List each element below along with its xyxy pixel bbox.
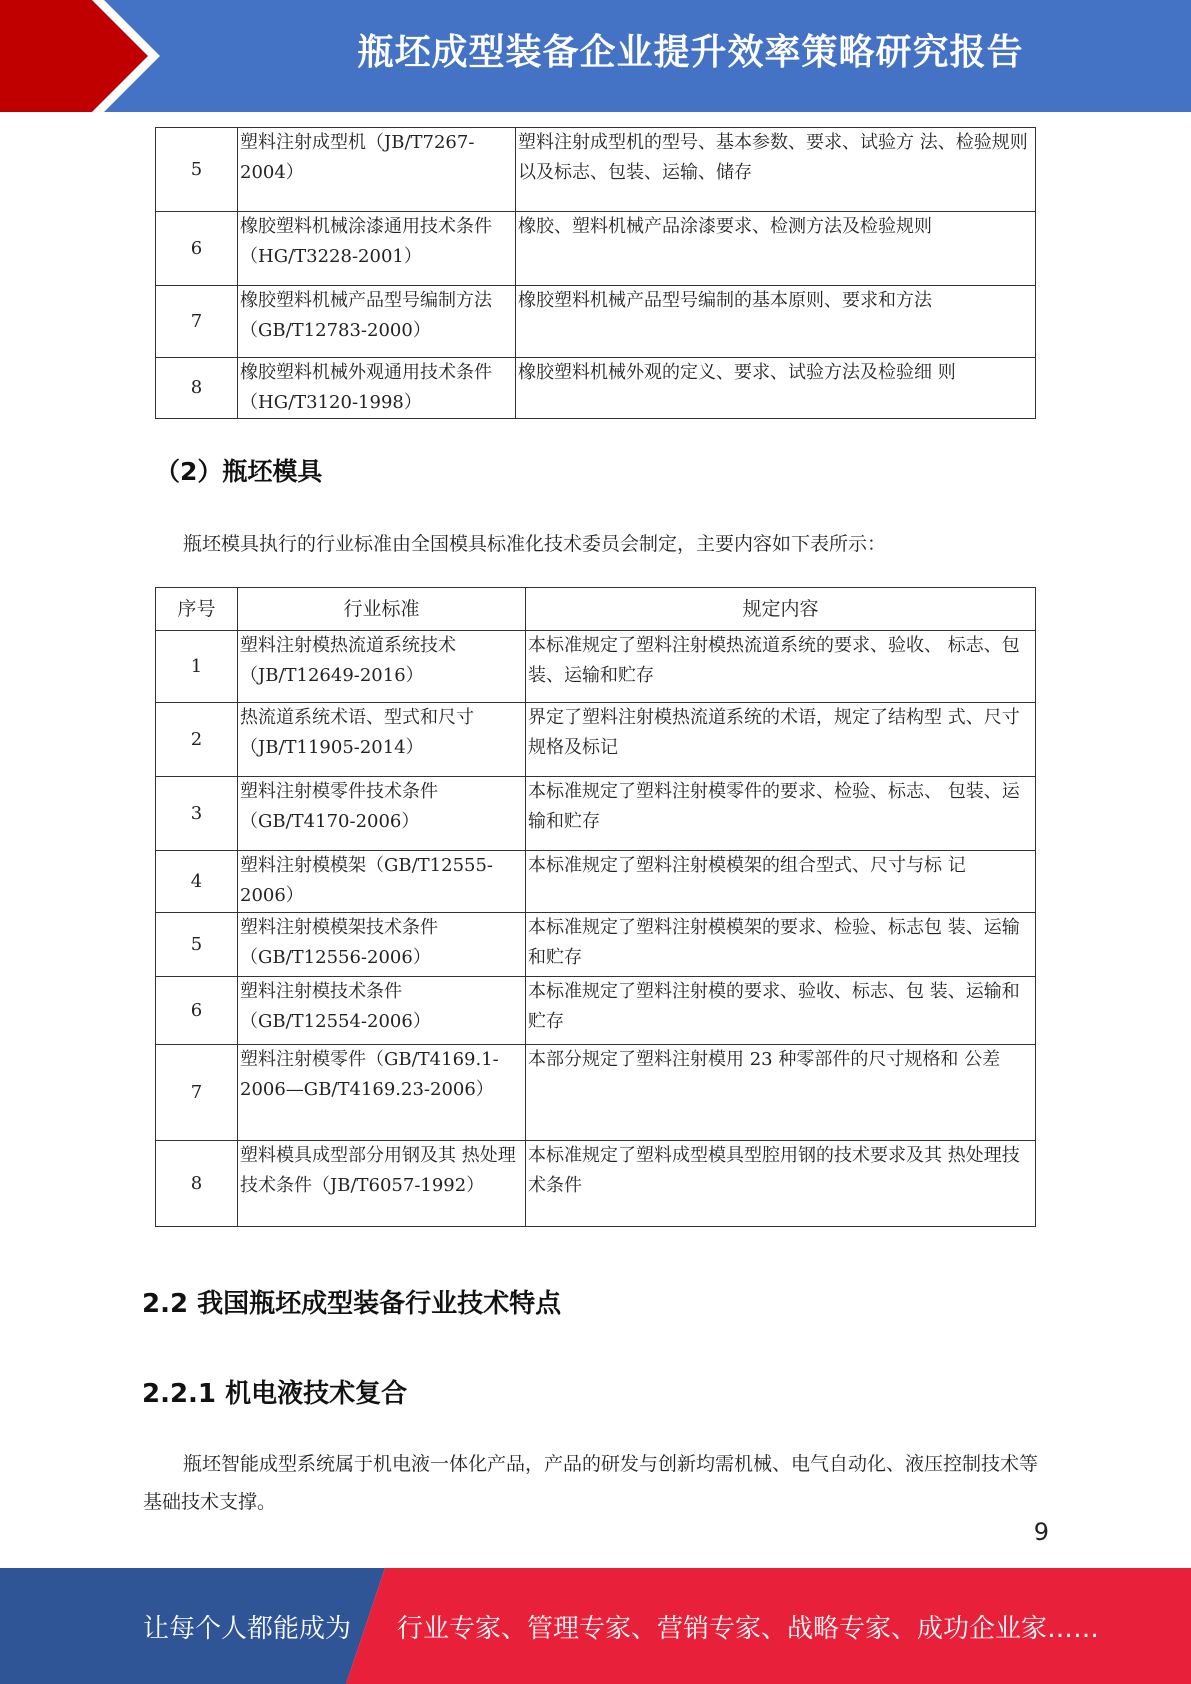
table-row bbox=[156, 1045, 1036, 1141]
header-content: 规定内容 bbox=[526, 588, 1036, 631]
standard-name: 热流道系统术语、型式和尺寸（JB/T11905-2014） bbox=[238, 703, 526, 777]
standard-name: 塑料注射模技术条件（GB/T12554-2006） bbox=[238, 977, 526, 1045]
table-row bbox=[156, 631, 1036, 703]
row-number: 5 bbox=[156, 128, 238, 212]
header-no: 序号 bbox=[156, 588, 238, 631]
page-number: 9 bbox=[1033, 1518, 1049, 1546]
standard-content: 本部分规定了塑料注射模用 23 种零部件的尺寸规格和 公差 bbox=[526, 1045, 1036, 1141]
row-number: 6 bbox=[156, 977, 238, 1045]
table-row bbox=[156, 128, 1036, 212]
table-row bbox=[156, 358, 1036, 419]
table-row bbox=[156, 1141, 1036, 1227]
standard-name: 塑料注射模零件技术条件（GB/T4170-2006） bbox=[238, 777, 526, 851]
table-row bbox=[156, 286, 1036, 358]
standard-content: 本标准规定了塑料注射模零件的要求、检验、标志、 包装、运输和贮存 bbox=[526, 777, 1036, 851]
standard-content: 橡胶塑料机械产品型号编制的基本原则、要求和方法 bbox=[516, 286, 1036, 358]
standard-content: 本标准规定了塑料注射模热流道系统的要求、验收、 标志、包装、运输和贮存 bbox=[526, 631, 1036, 703]
table-row bbox=[156, 977, 1036, 1045]
standard-name: 橡胶塑料机械外观通用技术条件（HG/T3120-1998） bbox=[238, 358, 516, 419]
row-number: 3 bbox=[156, 777, 238, 851]
standard-name: 橡胶塑料机械产品型号编制方法（GB/T12783-2000） bbox=[238, 286, 516, 358]
row-number: 8 bbox=[156, 1141, 238, 1227]
mold-standards-table bbox=[155, 587, 1036, 1227]
table-row bbox=[156, 777, 1036, 851]
row-number: 7 bbox=[156, 286, 238, 358]
standard-content: 本标准规定了塑料注射模模架的组合型式、尺寸与标 记 bbox=[526, 851, 1036, 913]
standard-name: 塑料模具成型部分用钢及其 热处理技术条件（JB/T6057-1992） bbox=[238, 1141, 526, 1227]
table-row bbox=[156, 703, 1036, 777]
section-heading-mold: （2）瓶坯模具 bbox=[155, 457, 323, 486]
row-number: 1 bbox=[156, 631, 238, 703]
standard-content: 界定了塑料注射模热流道系统的术语，规定了结构型 式、尺寸规格及标记 bbox=[526, 703, 1036, 777]
standard-content: 橡胶塑料机械外观的定义、要求、试验方法及检验细 则 bbox=[516, 358, 1036, 419]
section-heading-2-2: 2.2 我国瓶坯成型装备行业技术特点 bbox=[142, 1289, 562, 1319]
page-footer bbox=[0, 1568, 1191, 1684]
report-title: 瓶坯成型装备企业提升效率策略研究报告 bbox=[357, 32, 1024, 73]
table-row bbox=[156, 913, 1036, 977]
mold-intro-paragraph: 瓶坯模具执行的行业标准由全国模具标准化技术委员会制定，主要内容如下表所示： bbox=[183, 533, 887, 555]
table-row bbox=[156, 212, 1036, 286]
standard-content: 橡胶、塑料机械产品涂漆要求、检测方法及检验规则 bbox=[516, 212, 1036, 286]
row-number: 6 bbox=[156, 212, 238, 286]
row-number: 7 bbox=[156, 1045, 238, 1141]
standard-name: 塑料注射成型机（JB/T7267-2004） bbox=[238, 128, 516, 212]
table-row bbox=[156, 851, 1036, 913]
footer-slogan-right: 行业专家、管理专家、营销专家、战略专家、成功企业家…… bbox=[397, 1614, 1100, 1644]
section-heading-2-2-1: 2.2.1 机电液技术复合 bbox=[142, 1379, 408, 1409]
row-number: 2 bbox=[156, 703, 238, 777]
standard-content: 本标准规定了塑料注射模的要求、验收、标志、包 装、运输和贮存 bbox=[526, 977, 1036, 1045]
machine-standards-table bbox=[155, 127, 1036, 419]
standard-name: 塑料注射模零件（GB/T4169.1-2006—GB/T4169.23-2006） bbox=[238, 1045, 526, 1141]
standard-content: 本标准规定了塑料成型模具型腔用钢的技术要求及其 热处理技术条件 bbox=[526, 1141, 1036, 1227]
row-number: 8 bbox=[156, 358, 238, 419]
standard-name: 塑料注射模热流道系统技术（JB/T12649-2016） bbox=[238, 631, 526, 703]
row-number: 4 bbox=[156, 851, 238, 913]
standard-name: 橡胶塑料机械涂漆通用技术条件（HG/T3228-2001） bbox=[238, 212, 516, 286]
section-2-2-1-paragraph: 瓶坯智能成型系统属于机电液一体化产品，产品的研发与创新均需机械、电气自动化、液压控制技术等基础技术支撑。 bbox=[143, 1453, 1039, 1513]
table-header-row bbox=[156, 588, 1036, 631]
header-standard: 行业标准 bbox=[238, 588, 526, 631]
page-header bbox=[0, 0, 1191, 112]
row-number: 5 bbox=[156, 913, 238, 977]
standard-name: 塑料注射模模架技术条件（GB/T12556-2006） bbox=[238, 913, 526, 977]
standard-content: 塑料注射成型机的型号、基本参数、要求、试验方 法、检验规则以及标志、包装、运输、储存 bbox=[516, 128, 1036, 212]
standard-name: 塑料注射模模架（GB/T12555-2006） bbox=[238, 851, 526, 913]
footer-slogan-left: 让每个人都能成为 bbox=[143, 1614, 352, 1644]
standard-content: 本标准规定了塑料注射模模架的要求、检验、标志包 装、运输和贮存 bbox=[526, 913, 1036, 977]
